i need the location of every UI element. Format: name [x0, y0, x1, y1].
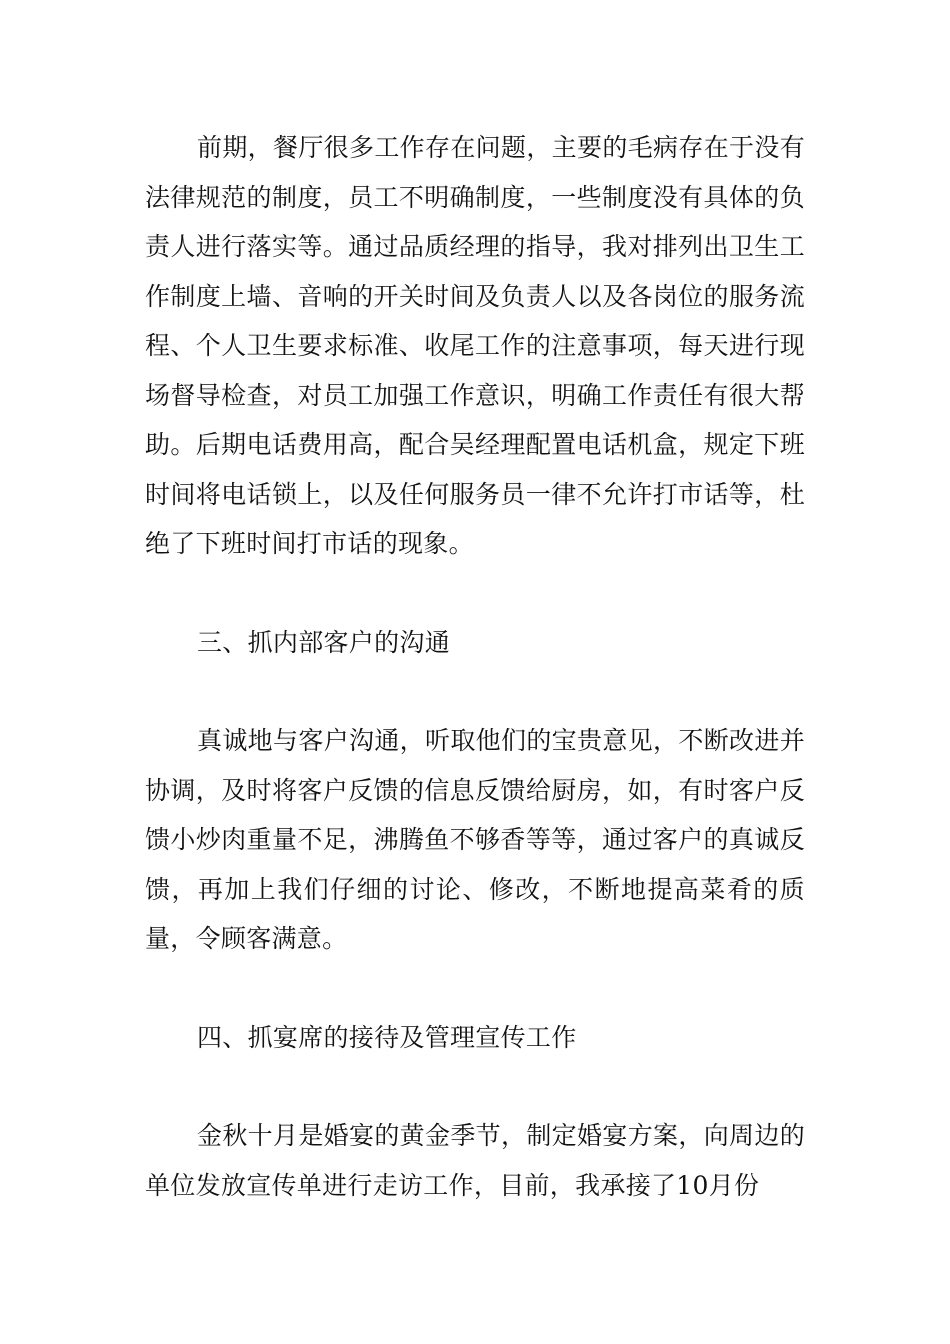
paragraph-management-rules: 前期，餐厅很多工作存在问题，主要的毛病存在于没有法律规范的制度，员工不明确制度，一些制度没有具体的负责人进行落实等。通过品质经理的指导，我对排列出卫生工作制度上墙、音响的开关时间及负责人以及各岗位的服务流程、个人卫生要求标准、收尾工作的注意事项，每天进行现场督导检查，对员工加强工作意识，明确工作责任有很大帮助。后期电话费用高，配合吴经理配置电话机盒，规定下班时间将电话锁上，以及任何服务员一律不允许打市话等，杜绝了下班时间打市话的现象。 — [145, 133, 805, 558]
section-heading-banquet-reception: 四、抓宴席的接待及管理宣传工作 — [197, 1022, 577, 1052]
paragraph-customer-feedback: 真诚地与客户沟通，听取他们的宝贵意见，不断改进并协调，及时将客户反馈的信息反馈给厨房，如，有时客户反馈小炒肉重量不足，沸腾鱼不够香等等，通过客户的真诚反馈，再加上我们仔细的讨论、修改，不断地提高菜肴的质量，令顾客满意。 — [145, 726, 805, 953]
paragraph-gap — [145, 964, 805, 1013]
paragraph-gap — [145, 1062, 805, 1111]
section-heading-customer-communication: 三、抓内部客户的沟通 — [197, 627, 451, 657]
document-page — [145, 123, 805, 1210]
paragraph-gap — [145, 569, 805, 618]
paragraph-gap — [145, 667, 805, 716]
paragraph-wedding-season: 金秋十月是婚宴的黄金季节，制定婚宴方案，向周边的单位发放宣传单进行走访工作，目前，我承接了10月份 — [145, 1121, 805, 1200]
